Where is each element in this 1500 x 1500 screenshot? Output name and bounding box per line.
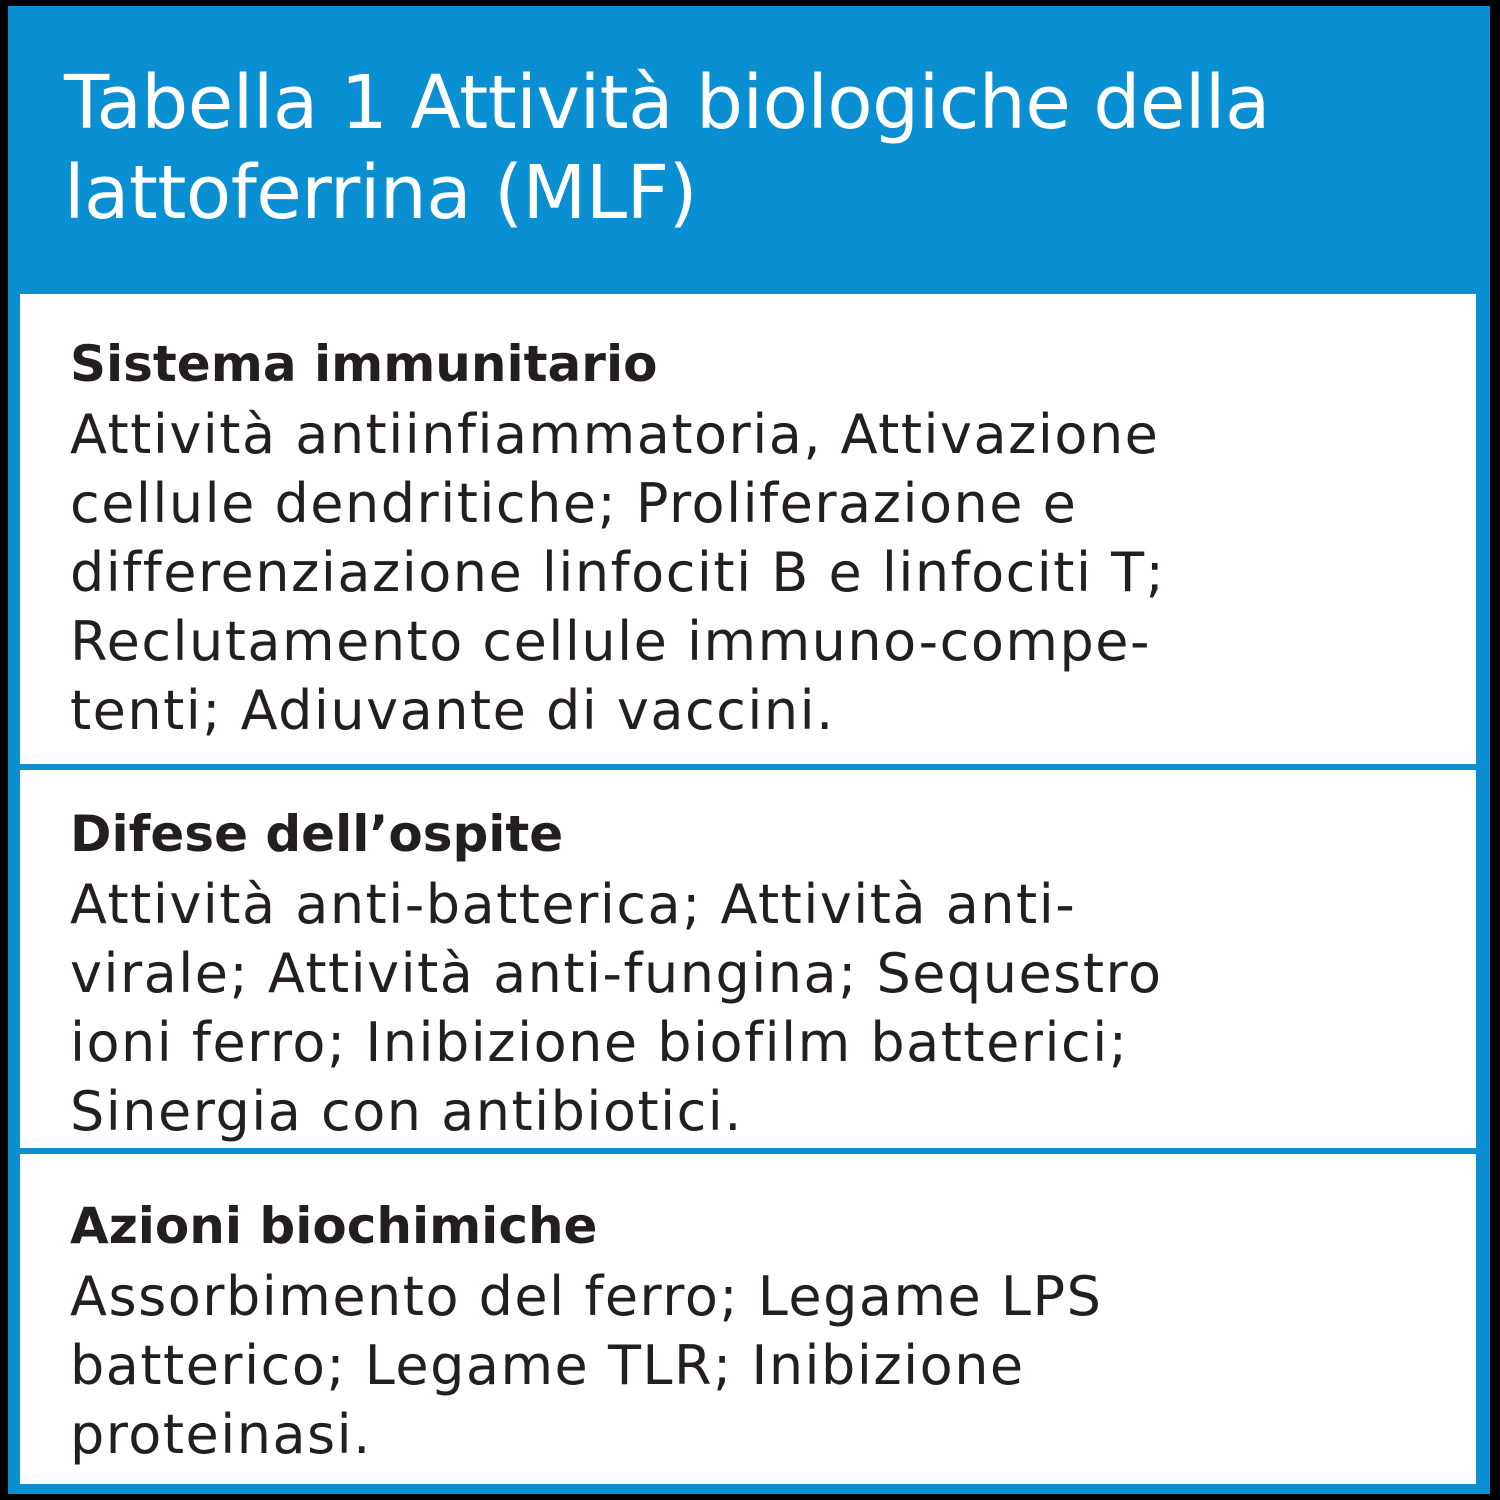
section-body (70, 870, 1450, 1146)
section-immune-system (20, 294, 1476, 764)
section-body-line: Reclutamento cellule immuno-compe- (70, 610, 1151, 673)
section-host-defenses (20, 770, 1476, 1148)
section-body-line: proteinasi. (70, 1403, 372, 1466)
section-heading: Sistema immunitario (70, 335, 658, 393)
section-heading: Azioni biochimiche (70, 1197, 598, 1255)
section-biochemical-actions (20, 1154, 1476, 1484)
section-body-line: Attività antiinfiammatoria, Attivazione (70, 403, 1160, 466)
section-body-line: virale; Attività anti-fungina; Sequestro (70, 942, 1163, 1005)
section-body-line: batterico; Legame TLR; Inibizione (70, 1334, 1025, 1397)
section-body (70, 400, 1450, 745)
activities-table (8, 6, 1490, 1494)
section-body-line: Assorbimento del ferro; Legame LPS (70, 1265, 1103, 1328)
table-title-line: Tabella 1 Attività biologiche della (64, 60, 1270, 146)
section-heading: Difese dell’ospite (70, 805, 564, 863)
section-body-line: cellule dendritiche; Proliferazione e (70, 472, 1078, 535)
table-header (8, 6, 1490, 290)
section-body (70, 1262, 1450, 1469)
section-body-line: differenziazione linfociti B e linfociti T; (70, 541, 1166, 604)
section-body-line: Sinergia con antibiotici. (70, 1080, 743, 1143)
section-body-line: ioni ferro; Inibizione biofilm batterici; (70, 1011, 1129, 1074)
section-body-line: tenti; Adiuvante di vaccini. (70, 679, 835, 742)
table-title (64, 58, 1444, 238)
table-title-line: lattoferrina (MLF) (64, 150, 698, 236)
section-body-line: Attività anti-batterica; Attività anti- (70, 873, 1077, 936)
